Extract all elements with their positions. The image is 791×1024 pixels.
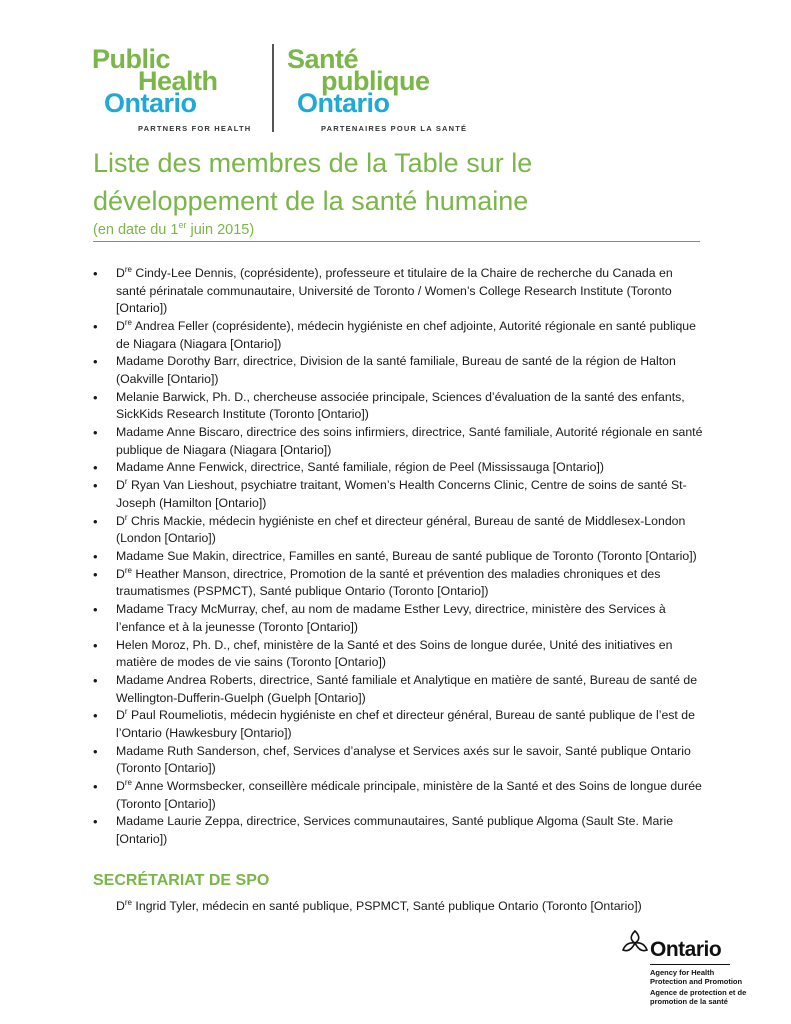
member-title-sup: r [124,477,128,487]
list-item [93,743,703,778]
logo-en-tagline: PARTNERS FOR HEALTH [138,124,252,133]
member-title: D [116,478,125,493]
secretariat-title: D [116,899,125,914]
member-text: Andrea Feller (coprésidente), médecin hygiéniste en chef adjointe, Autorité régionale en santé publique de Niagara (Niagara [Ontario]) [116,318,696,351]
trillium-icon [620,928,650,958]
list-item [93,601,703,636]
member-title-sup: re [124,264,133,274]
agency-name-en: Agency for Health Protection and Promotion [650,968,743,986]
list-item [93,513,703,548]
member-list [93,265,703,849]
member-text: Madame Dorothy Barr, directrice, Division de la santé familiale, Bureau de santé de la région de Halton (Oakville [Ontario]) [116,354,676,386]
document-title: Liste des membres de la Table sur le développement de la santé humaine [93,148,533,216]
member-title: D [116,513,125,528]
document-date [93,220,254,238]
agency-name-fr: Agence de protection et de promotion de la santé [650,988,747,1006]
public-health-ontario-logo [92,40,492,140]
member-text: Anne Wormsbecker, conseillère médicale principale, ministère de la Santé et des Soins de longue durée (Toronto [Ontario]) [116,779,702,811]
list-item [93,424,703,459]
list-item [93,265,703,318]
member-text: Madame Sue Makin, directrice, Familles en santé, Bureau de santé publique de Toronto (Toronto [Ontario]) [116,549,697,563]
member-text: Madame Ruth Sanderson, chef, Services d’analyse et Services axés sur le savoir, Santé publique Ontario (Toronto [Ontario]) [116,743,691,776]
member-text: Chris Mackie, médecin hygiéniste en chef et directeur général, Bureau de santé de Middlesex-London (London [Ontario]) [116,513,686,546]
date-sup: er [178,220,187,230]
list-item [93,389,703,424]
secretariat-heading: SECRÉTARIAT DE SPO [93,872,270,889]
list-item [93,566,703,601]
member-text: Paul Roumeliotis, médecin hygiéniste en chef et directeur général, Bureau de santé publique de l’est de l’Ontario (Hawkesbury [Ontario]) [116,708,695,740]
logo-fr-line2: publique [321,66,430,96]
list-item [93,353,703,388]
member-text: Cindy-Lee Dennis, (coprésidente), professeure et titulaire de la Chaire de recherche du Canada en santé périnatale communautaire, Université de Toronto / Women’s College Research Institute (Toronto [Ontario]) [116,266,673,316]
title-rule [93,241,700,242]
logo-fr-line3: Ontario [297,88,390,118]
member-title-sup: re [124,317,133,327]
member-text: Melanie Barwick, Ph. D., chercheuse associée principale, Sciences d’évaluation de la santé des enfants, SickKids Research Institute (Toronto [Ontario]) [116,389,685,422]
secretariat-text: Ingrid Tyler, médecin en santé publique, PSPMCT, Santé publique Ontario (Toronto [Ontario]) [132,899,642,914]
ontario-name: Ontario [650,938,722,961]
list-item [93,477,703,512]
member-text: Madame Tracy McMurray, chef, au nom de madame Esther Levy, directrice, ministère des Services à l’enfance et à la jeunesse (Toronto [Ontario]) [116,602,666,634]
list-item [93,637,703,672]
logo-divider [272,44,274,132]
list-item [93,459,703,477]
logo-fr-line1: Santé [287,44,359,74]
list-item [93,813,703,848]
member-title: D [116,318,125,333]
date-prefix: (en date du 1 [93,221,179,238]
member-text: Madame Laurie Zeppa, directrice, Services communautaires, Santé publique Algoma (Sault Ste. Marie [Ontario]) [116,814,674,846]
secretariat-member [116,898,642,913]
member-text: Helen Moroz, Ph. D., chef, ministère de la Santé et des Soins de longue durée, Unité des initiatives en matière de modes de vie sains (Toronto [Ontario]) [116,637,673,670]
member-title: D [116,779,125,794]
date-suffix: juin 2015) [186,221,255,238]
member-title: D [116,708,125,723]
logo-fr-tagline: PARTENAIRES POUR LA SANTÉ [321,124,468,133]
logo-en-line2: Health [138,66,218,96]
ontario-logo [620,928,747,1008]
ontario-logo-rule [650,964,730,965]
list-item [93,672,703,707]
member-title-sup: r [124,512,128,522]
member-text: Madame Anne Fenwick, directrice, Santé familiale, région de Peel (Mississauga [Ontario]) [116,460,604,475]
member-text: Madame Anne Biscaro, directrice des soins infirmiers, directrice, Santé familiale, Autorité régionale en santé publique de Niagara (Niagara [Ontario]) [116,425,703,457]
member-title-sup: re [124,777,133,787]
member-title: D [116,566,125,581]
list-item [93,778,703,813]
secretariat-sup: re [124,898,133,907]
member-text: Madame Andrea Roberts, directrice, Santé familiale et Analytique en matière de santé, Bureau de santé de Wellington-Dufferin-Guelph (Guelph [Ontario]) [116,672,698,705]
list-item [93,548,703,566]
list-item [93,707,703,742]
logo-en-line3: Ontario [104,88,197,118]
member-title: D [116,266,125,280]
member-text: Ryan Van Lieshout, psychiatre traitant, Women’s Health Concerns Clinic, Centre de soins de santé St-Joseph (Hamilton [Ontario]) [116,478,687,510]
logo-en-line1: Public [92,44,171,74]
member-title-sup: re [124,565,133,575]
member-text: Heather Manson, directrice, Promotion de la santé et prévention des maladies chroniques et des traumatismes (PSPMCT), Santé publique Ontario (Toronto [Ontario]) [116,566,661,599]
list-item [93,318,703,353]
member-title-sup: r [124,707,128,717]
